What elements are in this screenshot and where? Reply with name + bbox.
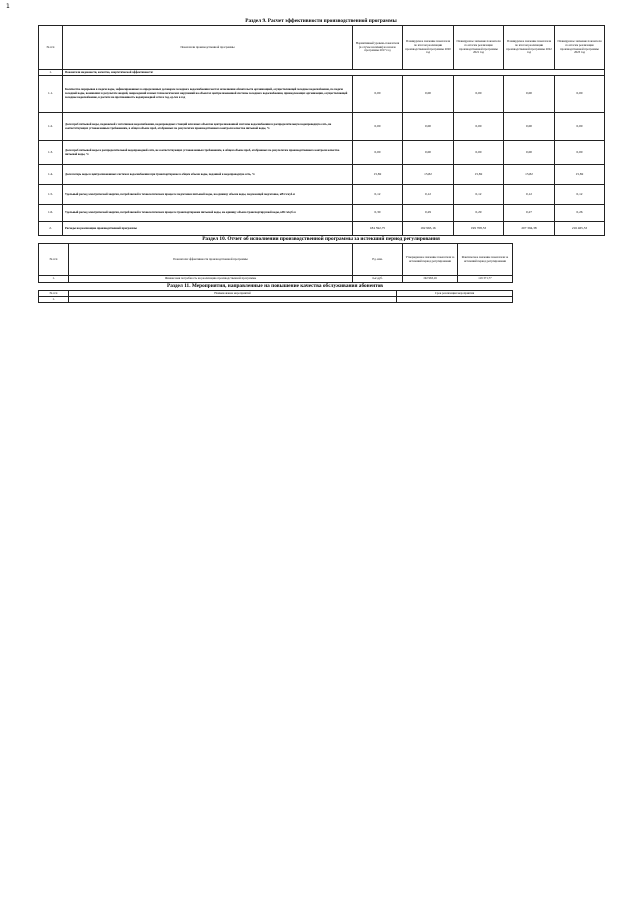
row-value: 199 708,53 bbox=[454, 222, 504, 236]
table-row bbox=[39, 165, 605, 185]
row-value: 15,82 bbox=[504, 165, 555, 185]
row-value: 0,00 bbox=[454, 76, 504, 113]
row-value: 184 592,75 bbox=[353, 222, 403, 236]
row-name: Количество перерывов в подаче воды, зафиксированных в определенных договором холодного водоснабжения местах исполнения обязательств организацией, осуществляющей холодное водоснабжение, по подаче холодной воды, возникших в результате аварий, повреждений и иных технологических нарушений на объектах централизованной системы холодного водоснабжения, принадлежащих организации, осуществляющей холодное водоснабжение, в расчете на протяженность водопроводной сети в год, ед./км в год bbox=[63, 76, 353, 113]
row-value: 0,00 bbox=[504, 113, 555, 141]
header-col2: Планируемое значение показателя по итогам реализации производственной программы 2020 год bbox=[403, 26, 454, 70]
row-plan: 192 963,16 bbox=[403, 276, 458, 283]
row-no: 1.4. bbox=[39, 165, 63, 185]
table-row bbox=[39, 297, 513, 303]
row-value: 0,12 bbox=[403, 185, 454, 205]
row-name: Расходы на реализацию производственной программы bbox=[63, 222, 353, 236]
row-value: 15,82 bbox=[353, 165, 403, 185]
row-name: Доля проб питьевой воды, подаваемой с источников водоснабжения, водопроводных станций или иных объектов централизованной системы водоснабжения в распределительную водопроводную сеть, не соответствующих установленным требованиям, в общем объеме проб, отобранных по результатам производственного контроля качества питьевой воды, % bbox=[63, 113, 353, 141]
row-name: Доля потерь воды в централизованных системах водоснабжения при транспортировке в общем объеме воды, поданной в водопроводную сеть, % bbox=[63, 165, 353, 185]
row-no: 1.3. bbox=[39, 141, 63, 165]
header-name: Показатели эффективности производственной программы bbox=[69, 244, 353, 276]
row-name: Удельный расход электрической энергии, потребляемой в технологическом процессе подготовки питьевой воды, на единицу объема воды, подлежащей подготовке, кВт.ч/куб.м bbox=[63, 185, 353, 205]
row-unit: тыс.руб. bbox=[353, 276, 403, 283]
row-date bbox=[397, 297, 513, 303]
row-no: 1. bbox=[39, 276, 69, 283]
row-value: 0,00 bbox=[555, 76, 605, 113]
row-value: 0,00 bbox=[454, 113, 504, 141]
table-row bbox=[39, 222, 605, 236]
header-no: № п/п bbox=[39, 26, 63, 70]
header-no: № п/п bbox=[39, 244, 69, 276]
row-value: 0,12 bbox=[353, 185, 403, 205]
table-row bbox=[39, 76, 605, 113]
row-name: Удельный расход электрической энергии, потребляемой в технологическом процессе транспортировки питьевой воды, на единицу объема транспортируемой воды, кВт.ч/куб.м bbox=[63, 205, 353, 222]
table-row bbox=[39, 113, 605, 141]
corner-mark: 1 bbox=[6, 3, 10, 10]
row-value: 0,00 bbox=[555, 113, 605, 141]
row-no: 1. bbox=[39, 297, 69, 303]
row-no: 1.5. bbox=[39, 185, 63, 205]
header-plan: Утвержденное значение показателя за истекший период регулирования bbox=[403, 244, 458, 276]
row-value: 0,26 bbox=[555, 205, 605, 222]
row-value: 0,00 bbox=[504, 141, 555, 165]
efficiency-table bbox=[38, 25, 605, 236]
header-date: Срок реализации мероприятия bbox=[397, 291, 513, 297]
row-value: 0,00 bbox=[403, 113, 454, 141]
row-name bbox=[69, 297, 397, 303]
row-value: 0,00 bbox=[403, 141, 454, 165]
row-no: 1.6. bbox=[39, 205, 63, 222]
header-name: Показатели производственной программы bbox=[63, 26, 353, 70]
row-value: 216 465,53 bbox=[555, 222, 605, 236]
header-fact: Фактическое значение показателя за истекший период регулирования bbox=[458, 244, 513, 276]
row-no: 1.1. bbox=[39, 76, 63, 113]
row-value: 15,82 bbox=[454, 165, 504, 185]
header-name: Наименование мероприятий bbox=[69, 291, 397, 297]
row-name: Финансовая потребность на реализацию производственной программы bbox=[69, 276, 353, 283]
table-header-row bbox=[39, 244, 513, 276]
header-col1: Нормативный уровень показателя (в случае наличия) на начало программы 2017 год bbox=[353, 26, 403, 70]
row-value: 0,00 bbox=[403, 76, 454, 113]
row-value: 0,00 bbox=[504, 76, 555, 113]
section9-title: Раздел 9. Расчет эффективности производственной программы bbox=[245, 18, 397, 24]
report-table bbox=[38, 243, 513, 283]
row-value: 15,82 bbox=[555, 165, 605, 185]
table-header-row bbox=[39, 26, 605, 70]
row-value: 192 963,16 bbox=[403, 222, 454, 236]
table-row bbox=[39, 185, 605, 205]
row-value: 0,12 bbox=[454, 185, 504, 205]
row-name: Доля проб питьевой воды в распределительной водопроводной сети, не соответствующих установленным требованиям, в общем объеме проб, отобранных по результатам производственного контроля качества питьевой воды, % bbox=[63, 141, 353, 165]
row-name: Показатели надежности, качества, энергетической эффективности: bbox=[63, 70, 605, 76]
row-value: 0,00 bbox=[353, 141, 403, 165]
header-col4: Планируемое значение показателя по итогам реализации производственной программы 2022 год bbox=[504, 26, 555, 70]
row-value: 0,27 bbox=[504, 205, 555, 222]
row-value: 0,00 bbox=[353, 113, 403, 141]
table-row bbox=[39, 276, 513, 283]
header-col5: Планируемое значение показателя по итогам реализации производственной программы 2023 год bbox=[555, 26, 605, 70]
row-value: 0,12 bbox=[555, 185, 605, 205]
row-value: 0,00 bbox=[555, 141, 605, 165]
row-no: 1.2. bbox=[39, 113, 63, 141]
row-no: 2. bbox=[39, 222, 63, 236]
row-value: 0,12 bbox=[504, 185, 555, 205]
row-value: 0,29 bbox=[403, 205, 454, 222]
section10-title: Раздел 10. Отчет об исполнении производственной программы за истекший период регулирования bbox=[202, 236, 440, 242]
row-value: 0,30 bbox=[353, 205, 403, 222]
row-value: 207 394,38 bbox=[504, 222, 555, 236]
row-fact: 119 371,77 bbox=[458, 276, 513, 283]
row-value: 0,00 bbox=[353, 76, 403, 113]
table-row bbox=[39, 141, 605, 165]
row-value: 0,29 bbox=[454, 205, 504, 222]
header-unit: Ед. изм. bbox=[353, 244, 403, 276]
measures-table bbox=[38, 290, 513, 303]
row-value: 15,82 bbox=[403, 165, 454, 185]
document-page bbox=[38, 18, 604, 303]
header-col3: Планируемое значение показателя по итогам реализации производственной программы 2021 год bbox=[454, 26, 504, 70]
row-no: 1. bbox=[39, 70, 63, 76]
section11-title: Раздел 11. Мероприятия, направленные на повышение качества обслуживания абонентов bbox=[166, 283, 384, 289]
table-row bbox=[39, 205, 605, 222]
row-value: 0,00 bbox=[454, 141, 504, 165]
header-no: № п/п bbox=[39, 291, 69, 297]
